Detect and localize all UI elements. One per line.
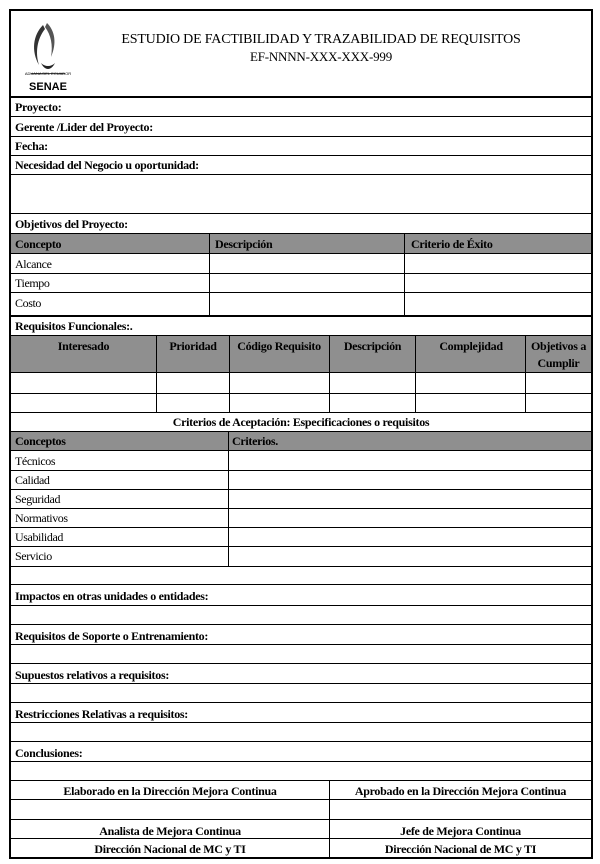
- blank-row-1: [11, 566, 591, 585]
- document-title: ESTUDIO DE FACTIBILIDAD Y TRAZABILIDAD DE REQUISITOS: [121, 32, 521, 47]
- aprobado-label: Aprobado en la Dirección Mejora Continua: [354, 784, 567, 798]
- conclusiones-row: [11, 742, 591, 762]
- req-header-interesado: Interesado: [57, 339, 110, 353]
- supuestos-label: Supuestos relativos a requisitos:: [15, 668, 170, 682]
- logo-text: SENAE: [29, 81, 67, 93]
- criterios-header-row: [11, 431, 591, 451]
- document-code: EF-NNNN-XXX-XXX-999: [249, 49, 393, 64]
- supuestos-row: [11, 664, 591, 684]
- req-header-prioridad: Prioridad: [169, 339, 217, 353]
- restricciones-value-row: [11, 723, 591, 742]
- criterios-row-servicio: Servicio: [15, 549, 52, 563]
- req-header-descripcion: Descripción: [343, 339, 402, 353]
- objetivos-title: Objetivos del Proyecto:: [15, 217, 128, 231]
- criterios-row-tecnicos: Técnicos: [15, 454, 56, 468]
- requisitos-title-row: [11, 317, 591, 335]
- form-frame: [9, 9, 593, 859]
- elaborado-label: Elaborado en la Dirección Mejora Continua: [63, 784, 277, 798]
- objetivos-header-concepto: Concepto: [15, 237, 62, 251]
- criterios-header-conceptos: Conceptos: [15, 434, 66, 448]
- soporte-row: [11, 625, 591, 645]
- req-header-complejidad: Complejidad: [439, 339, 503, 353]
- req-header-codigo: Código Requisito: [237, 339, 321, 353]
- conclusiones-label: Conclusiones:: [15, 746, 83, 760]
- jefe-label: Jefe de Mejora Continua: [400, 824, 521, 838]
- senae-logo: [25, 21, 71, 93]
- objetivos-row-alcance: Alcance: [15, 257, 52, 271]
- signature-space-row-1: [11, 800, 591, 820]
- objetivos-row-costo: Costo: [15, 296, 42, 310]
- gerente-row: [11, 117, 591, 137]
- criterios-row-usabilidad: Usabilidad: [15, 530, 63, 544]
- objetivos-header-descripcion: Descripción: [215, 237, 273, 251]
- req-header-objetivos: Objetivos a Cumplir: [530, 339, 587, 370]
- objetivos-header-criterio: Criterio de Éxito: [411, 237, 493, 251]
- impactos-row: [11, 585, 591, 606]
- necesidad-label: Necesidad del Negocio u oportunidad:: [15, 158, 199, 172]
- restricciones-row: [11, 703, 591, 723]
- impactos-value-row: [11, 606, 591, 625]
- objetivos-row-tiempo: Tiempo: [15, 276, 50, 290]
- direccion-left-label: Dirección Nacional de MC y TI: [94, 842, 246, 856]
- restricciones-label: Restricciones Relativas a requisitos:: [15, 707, 188, 721]
- direccion-right-label: Dirección Nacional de MC y TI: [384, 842, 537, 856]
- gerente-label: Gerente /Lider del Proyecto:: [15, 120, 153, 134]
- conclusiones-value-row: [11, 762, 591, 781]
- proyecto-row: [11, 98, 591, 117]
- supuestos-value-row: [11, 684, 591, 703]
- analista-label: Analista de Mejora Continua: [99, 824, 241, 838]
- proyecto-label: Proyecto:: [15, 100, 62, 114]
- logo-small-text: ADUANA DEL ECUADOR: [24, 71, 72, 76]
- criterios-title: Criterios de Aceptación: Especificaciones o requisitos: [172, 415, 430, 429]
- criterios-row-calidad: Calidad: [15, 473, 50, 487]
- fecha-label: Fecha:: [15, 139, 48, 153]
- fecha-row: [11, 137, 591, 156]
- impactos-label: Impactos en otras unidades o entidades:: [15, 589, 209, 603]
- necesidad-value-area: [11, 175, 591, 214]
- criterios-header-criterios: Criterios.: [232, 434, 278, 448]
- soporte-label: Requisitos de Soporte o Entrenamiento:: [15, 629, 209, 643]
- criterios-row-normativos: Normativos: [15, 511, 68, 525]
- form-header: [11, 11, 591, 98]
- requisitos-title: Requisitos Funcionales:.: [15, 319, 133, 333]
- soporte-value-row: [11, 645, 591, 664]
- criterios-row-seguridad: Seguridad: [15, 492, 61, 506]
- objetivos-title-row: [11, 214, 591, 233]
- objetivos-header-row: [11, 233, 591, 254]
- necesidad-row: [11, 156, 591, 175]
